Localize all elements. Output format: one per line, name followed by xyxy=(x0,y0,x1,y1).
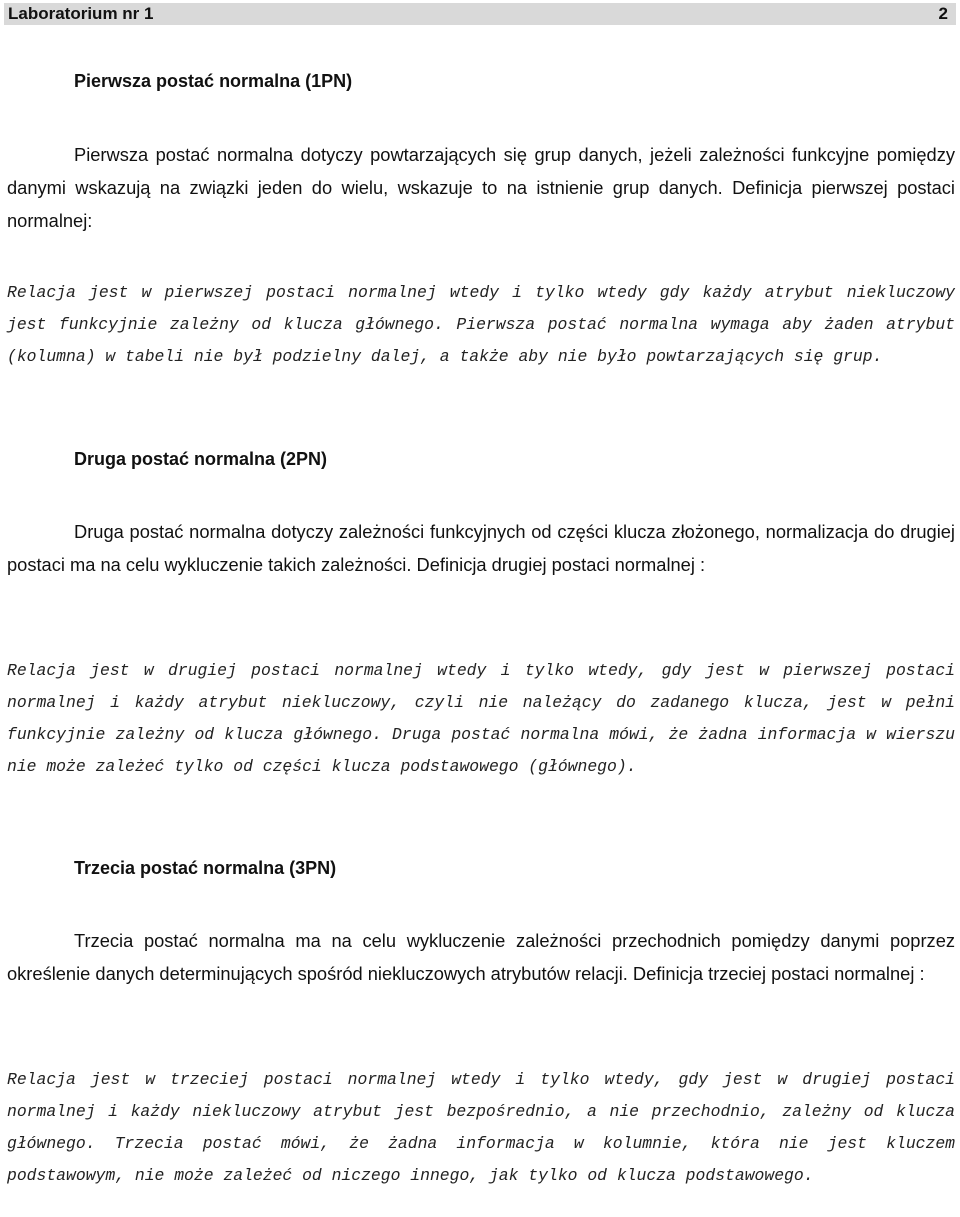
definition-1pn xyxy=(7,277,955,373)
page-header xyxy=(4,3,956,25)
definition-text: Relacja jest w drugiej postaci normalnej wtedy i tylko wtedy, gdy jest w pierwszej postaci normalnej i każdy atrybut niekluczowy, czyli nie należący do zadanego klucza, jest w pełni funkcyjnie zależny od klucza głównego. Druga postać normalna mówi, że żadna informacja w wierszu nie może zależeć tylko od części klucza podstawowego (głównego). xyxy=(7,661,955,776)
definition-3pn xyxy=(7,1064,955,1192)
section-heading-2pn: Druga postać normalna (2PN) xyxy=(74,449,328,469)
definition-text: Relacja jest w trzeciej postaci normalnej wtedy i tylko wtedy, gdy jest w drugiej postaci normalnej i każdy niekluczowy atrybut jest bezpośrednio, a nie przechodnio, zależny od klucza głównego. Trzecia postać mówi, że żadna informacja w kolumnie, która nie jest kluczem podstawowym, nie może zależeć od niczego innego, jak tylko od klucza podstawowego. xyxy=(7,1070,955,1185)
page-number: 2 xyxy=(938,4,948,23)
section-paragraph-1pn xyxy=(7,138,955,237)
definition-2pn xyxy=(7,655,955,783)
paragraph-text: Trzecia postać normalna ma na celu wykluczenie zależności przechodnich pomiędzy danymi poprzez określenie danych determinujących spośród niekluczowych atrybutów relacji. Definicja trzeciej postaci normalnej : xyxy=(7,930,955,984)
paragraph-text: Pierwsza postać normalna dotyczy powtarzających się grup danych, jeżeli zależności funkcyjne pomiędzy danymi wskazują na związki jeden do wielu, wskazuje to na istnienie grup danych. Definicja pierwszej postaci normalnej: xyxy=(7,144,955,231)
document-title: Laboratorium nr 1 xyxy=(8,4,154,23)
section-heading-1pn: Pierwsza postać normalna (1PN) xyxy=(74,71,353,91)
definition-text: Relacja jest w pierwszej postaci normalnej wtedy i tylko wtedy gdy każdy atrybut niekluczowy jest funkcyjnie zależny od klucza głównego. Pierwsza postać normalna wymaga aby żaden atrybut (kolumna) w tabeli nie był podzielny dalej, a także aby nie było powtarzających się grup. xyxy=(7,283,955,366)
paragraph-text: Druga postać normalna dotyczy zależności funkcyjnych od części klucza złożonego, normalizacja do drugiej postaci ma na celu wykluczenie takich zależności. Definicja drugiej postaci normalnej : xyxy=(7,521,955,575)
section-paragraph-3pn xyxy=(7,924,955,990)
section-heading-3pn: Trzecia postać normalna (3PN) xyxy=(74,858,337,878)
section-paragraph-2pn xyxy=(7,515,955,581)
